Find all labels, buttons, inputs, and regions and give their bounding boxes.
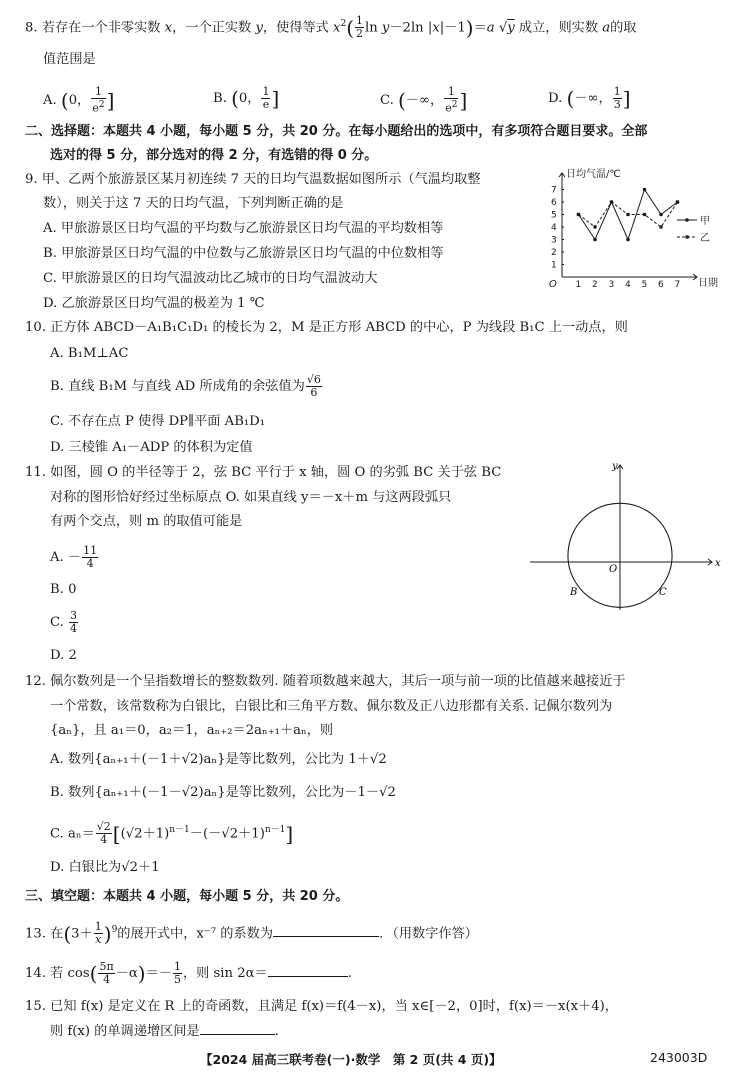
circle-arc-figure — [520, 455, 725, 615]
chart-legend-marker-1 — [685, 218, 689, 222]
q8-text-d: 成立，则实数 — [518, 20, 599, 36]
q11-stem-line2: 对称的图形恰好经过坐标原点 O. 如果直线 y＝－x＋m 与这两段弧只 — [50, 490, 452, 505]
chart-origin-label: O — [549, 279, 557, 290]
q8-option-a: A. (0， $\frac{1}{e^2}$ ] — [43, 85, 115, 115]
q12-stem-line1: 12. 佩尔数列是一个呈指数增长的整数数列. 随着项数越来越大，其后一项与前一项的比值越来越接近于 — [25, 674, 626, 689]
q10-stem: 10. 正方体 ABCD－A₁B₁C₁D₁ 的棱长为 2，M 是正方形 ABCD 的中心，P 为线段 B₁C 上一动点，则 — [25, 320, 628, 335]
q14-text-a: 14. 若 cos — [25, 966, 90, 981]
chart-x-tick-label: 4 — [625, 280, 631, 290]
q14-answer-blank[interactable] — [268, 975, 348, 977]
q8-option-d: D. (－∞， $\frac{1}{3}$ ] — [548, 85, 631, 111]
y-axis-label: y — [612, 461, 618, 472]
q11-option-c-text: C. — [50, 615, 64, 630]
q13-text-a: 13. 在 — [25, 926, 64, 942]
q11-option-d: D. 2 — [50, 648, 77, 663]
chart-y-tick-label: 2 — [551, 248, 557, 258]
chart-legend-marker-2 — [686, 235, 689, 238]
chart-point-series-1 — [626, 238, 630, 242]
q10-option-a: A. B₁M⊥AC — [50, 346, 129, 361]
chart-x-tick-label: 6 — [658, 280, 664, 290]
q13-text-c: ．（用数字作答） — [379, 926, 478, 942]
q9-stem-line2: 数），则关于这 7 天的日均气温，下列判断正确的是 — [43, 196, 344, 211]
chart-y-tick-label: 4 — [551, 223, 557, 233]
q10-option-d: D. 三棱锥 A₁－ADP 的体积为定值 — [50, 440, 253, 455]
q10-option-b: B. 直线 B₁M 与直线 AD 所成角的余弦值为 $\frac{√6}{6}$ — [50, 373, 321, 399]
q10-option-c: C. 不存在点 P 使得 DP∥平面 AB₁D₁ — [50, 414, 266, 429]
chart-point-series-2 — [626, 213, 629, 216]
footer-code: 243003D — [650, 1050, 708, 1065]
q11-option-c: C. $\frac{3}{4}$ — [50, 609, 78, 635]
q8-text-e: 的取 — [610, 20, 637, 36]
q9-option-a: A. 甲旅游景区日均气温的平均数与乙旅游景区日均气温的平均数相等 — [43, 221, 444, 236]
q8-text-a: 8. 若存在一个非零实数 — [25, 20, 161, 36]
chart-point-series-2 — [659, 225, 662, 228]
chart-y-tick-label: 3 — [551, 235, 557, 246]
q11-option-b: B. 0 — [50, 582, 77, 597]
chart-legend-label-2: 乙 — [700, 233, 710, 244]
x-axis-label: x — [715, 558, 721, 569]
q15-stem-line2 — [50, 1022, 279, 1042]
q15-stem-line1: 15. 已知 f(x) 是定义在 R 上的奇函数，且满足 f(x)＝f(4－x)，当 x∈[－2，0]时，f(x)＝－x(x＋4)， — [25, 999, 618, 1014]
q12-option-d: D. 白银比为√2＋1 — [50, 860, 160, 875]
chart-y-tick-label: 5 — [551, 210, 557, 221]
chart-legend-label-1: 甲 — [700, 216, 710, 227]
q8-text-b: ，一个正实数 — [172, 20, 252, 36]
chart-y-tick-label: 1 — [551, 260, 557, 271]
chart-x-tick-label: 5 — [641, 280, 648, 290]
point-c-label: C — [659, 587, 667, 598]
temperature-line-chart — [540, 165, 730, 295]
q8-option-b-label: B. — [213, 91, 227, 106]
chart-point-series-2 — [643, 213, 646, 216]
chart-x-tick-label: 7 — [674, 280, 681, 290]
q14-text-c: ，则 sin 2α＝ — [182, 966, 268, 981]
chart-point-series-1 — [593, 238, 597, 242]
q8-option-c: C. (－∞， $\frac{1}{e^2}$ ] — [380, 85, 468, 115]
q11-option-a-text: A. － — [50, 550, 82, 565]
q11-stem-line3: 有两个交点，则 m 的取值可能是 — [50, 514, 243, 529]
q11-stem-line1: 11. 如图，圆 O 的半径等于 2，弦 BC 平行于 x 轴，圆 O 的劣弧 BC 关于弦 BC — [25, 465, 502, 480]
q8-option-b: B. (0， $\frac{1}{e}$ ] — [213, 85, 280, 111]
chart-point-series-2 — [676, 200, 679, 203]
q10-option-b-text: B. 直线 B₁M 与直线 AD 所成角的余弦值为 — [50, 379, 305, 394]
chart-y-tick-label: 6 — [551, 198, 557, 208]
q9-option-c: C. 甲旅游景区的日均气温波动比乙城市的日均气温波动大 — [43, 271, 378, 286]
q11-option-a: A. － $\frac{11}{4}$ — [50, 544, 98, 570]
q13-text-b: 的展开式中，x⁻⁷ 的系数为 — [117, 926, 274, 942]
q9-option-d: D. 乙旅游景区日均气温的极差为 1 ℃ — [43, 296, 265, 311]
q12-option-b: B. 数列{aₙ₊₁＋(－1－√2)aₙ}是等比数列，公比为－1－√2 — [50, 785, 396, 800]
q8-option-a-label: A. — [43, 92, 57, 108]
chart-x-tick-label: 3 — [608, 280, 615, 290]
section2-heading: 二、选择题：本题共 4 小题，每小题 5 分，共 20 分。在每小题给出的选项中，有多项符合题目要求。全部 — [25, 124, 648, 139]
q8-option-d-label: D. — [548, 91, 563, 106]
chart-point-series-2 — [610, 200, 613, 203]
origin-label: O — [609, 564, 618, 575]
q15-text-end: . — [274, 1024, 279, 1039]
q14-text-b: ＝－ — [145, 966, 172, 981]
chart-point-series-1 — [643, 188, 647, 192]
q8-line2: 值范围是 — [43, 52, 96, 67]
chart-point-series-2 — [577, 213, 580, 216]
chart-y-tick-label: 7 — [551, 185, 557, 196]
q14-text-d: . — [347, 966, 352, 981]
section2-heading-cont: 选对的得 5 分，部分选对的得 2 分，有选错的得 0 分。 — [50, 148, 378, 163]
q13-answer-blank[interactable] — [273, 935, 379, 937]
section3-heading: 三、填空题：本题共 4 小题，每小题 5 分，共 20 分。 — [25, 889, 349, 904]
q9-option-b: B. 甲旅游景区日均气温的中位数与乙旅游景区日均气温的中位数相等 — [43, 246, 444, 261]
q8-option-c-label: C. — [380, 92, 394, 108]
q14-line: 14. 若 cos( $\frac{5\pi}{4}$ －α)＝－ $\frac{1}{5}$ ，则 sin 2α＝ . — [25, 960, 352, 986]
q8-line1: 8. 若存在一个非零实数 x，一个正实数 y，使得等式 $x^2$( $\frac{1}{2}$ ln y－2ln |x|－1)＝a √y 成立，则实数 a的取 — [25, 14, 637, 41]
point-b-label: B — [570, 587, 578, 598]
q13-line: 13. 在(3＋ $\frac{1}{x}$ )$^9$的展开式中，x⁻⁷ 的系数为 ．（用数字作答） — [25, 920, 478, 947]
chart-x-label: 日期 — [698, 278, 718, 289]
chart-x-tick-label: 2 — [592, 280, 598, 290]
q8-text-c: ，使得等式 — [262, 20, 329, 36]
chart-point-series-2 — [593, 225, 596, 228]
q12-stem-line2: 一个常数，该常数称为白银比，白银比和三角平方数、佩尔数及正八边形都有关系. 记佩尔数列为 — [50, 699, 613, 714]
q12-option-c-text: C. aₙ＝ — [50, 826, 95, 842]
q12-stem-line3: {aₙ}，且 a₁＝0，a₂＝1，aₙ₊₂＝2aₙ₊₁＋aₙ，则 — [50, 723, 334, 738]
chart-point-series-1 — [659, 213, 663, 217]
q12-option-c: C. aₙ＝ $\frac{√2}{4}$ $[(√2+1)^{n-1}-(-√2+1)^{n-1}]$ — [50, 820, 294, 847]
footer-title: 【2024 届高三联考卷(一)·数学 第 2 页(共 4 页)】 — [200, 1052, 502, 1067]
chart-title: 日均气温/℃ — [566, 169, 621, 180]
chart-x-tick-label: 1 — [575, 280, 582, 290]
q9-stem-line1: 9. 甲、乙两个旅游景区某月初连续 7 天的日均气温数据如图所示（气温均取整 — [25, 172, 481, 187]
q15-answer-blank[interactable] — [200, 1033, 275, 1035]
q15-text: 则 f(x) 的单调递增区间是 — [50, 1024, 200, 1039]
q12-option-a: A. 数列{aₙ₊₁＋(－1＋√2)aₙ}是等比数列，公比为 1＋√2 — [50, 752, 387, 767]
